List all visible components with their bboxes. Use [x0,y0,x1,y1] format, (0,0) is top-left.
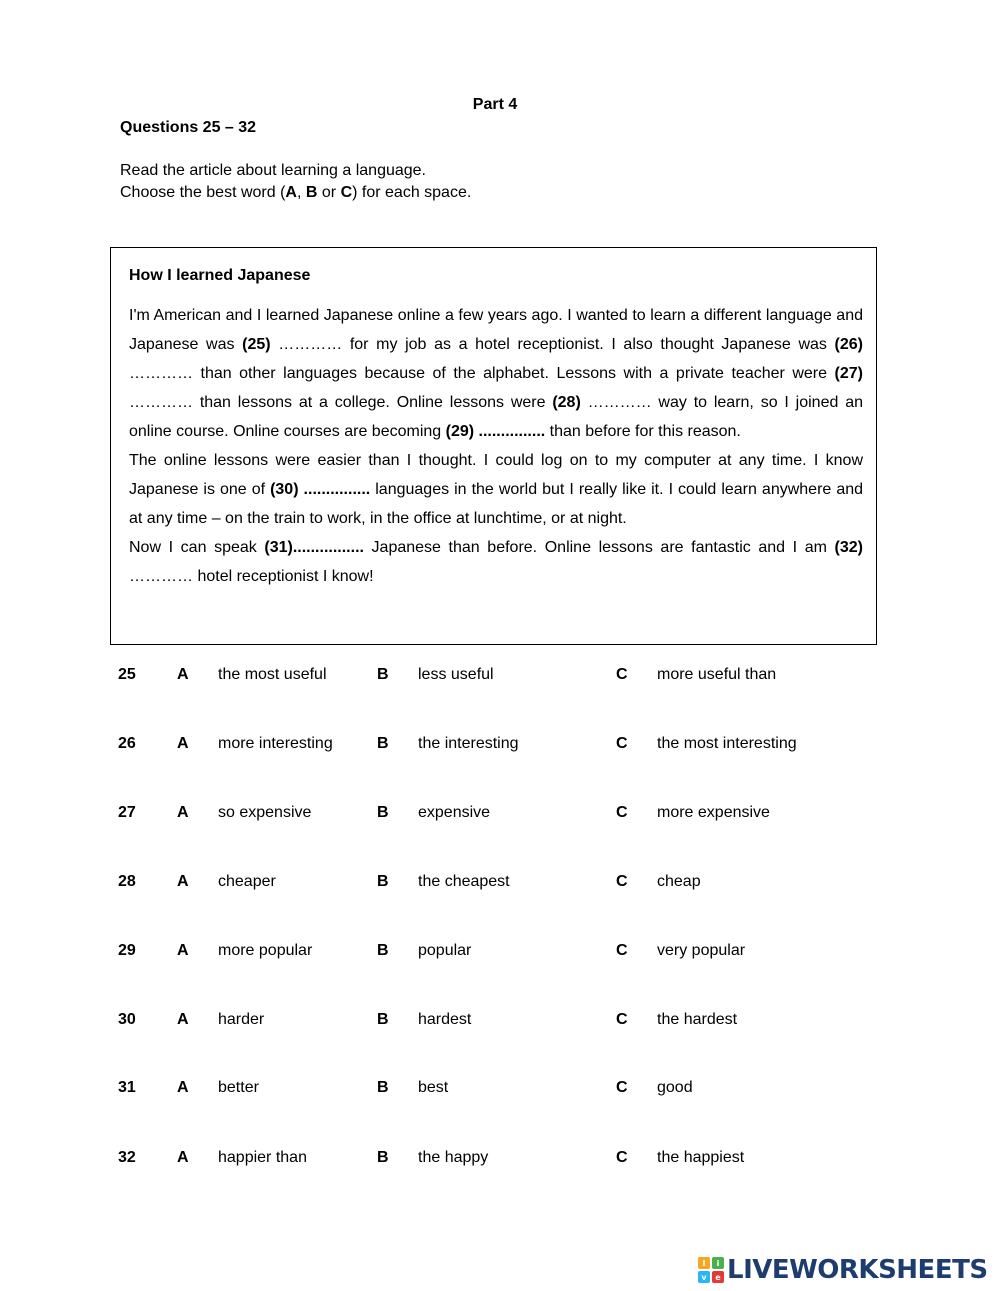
option-letter-b: B [377,1149,389,1166]
option-letter-b: B [377,666,389,683]
blank-marker: (31)................ [264,539,364,556]
option-letter-b: B [377,1011,389,1028]
option-letter-c: C [616,942,628,959]
question-number: 29 [118,942,136,959]
option-b[interactable]: hardest [418,1011,472,1028]
option-c[interactable]: more expensive [657,804,770,821]
question-number: 25 [118,666,136,683]
option-c[interactable]: very popular [657,942,746,959]
blank-marker: (25) [242,336,271,353]
liveworksheets-logo-icon [698,1257,724,1283]
option-letter-a: A [177,942,189,959]
option-b[interactable]: expensive [418,804,491,821]
instruction-read: Read the article about learning a language. [120,162,426,179]
article-text-run: Now I can speak [129,539,265,556]
option-letter-a: A [177,735,189,752]
article-text-run: ………… hotel receptionist I know! [129,568,374,585]
article-paragraph-3 [129,533,863,591]
article-text-run: Japanese than before. Online lessons are fantastic and I am [363,539,835,556]
option-letter-b: B [377,1079,389,1096]
article-text-run: than before for this reason. [545,423,741,440]
option-c[interactable]: the happiest [657,1149,745,1166]
liveworksheets-logo-text: LIVEWORKSHEETS [727,1255,988,1285]
option-letter-b: B [377,942,389,959]
option-a[interactable]: so expensive [218,804,312,821]
svg-text:i: i [716,1259,720,1268]
option-c[interactable]: the hardest [657,1011,738,1028]
blank-marker: (27) [834,365,863,382]
question-number: 28 [118,873,136,890]
question-number: 32 [118,1149,136,1166]
svg-text:e: e [715,1273,721,1282]
option-b[interactable]: the interesting [418,735,519,752]
blank-marker: (26) [834,336,863,353]
question-row [0,804,1000,828]
instruction-choose: Choose the best word (A, B or C) for each space. [120,184,472,201]
part-title: Part 4 [472,96,518,113]
article-text-run: ………… way to learn, so I joined an online course. Online courses are becoming [129,394,863,440]
blank-marker: (29) ............... [445,423,546,440]
article-box [110,247,877,645]
liveworksheets-logo [698,1255,988,1285]
question-row [0,735,1000,759]
option-letter-b: B [377,804,389,821]
article-text-run: I'm American and I learned Japanese online a few years ago. I wanted to learn a different language and Japanese was [129,307,863,353]
article-text [129,301,863,591]
blank-marker: (28) [552,394,581,411]
option-letter-c: C [616,1149,628,1166]
article-text-run: languages in the world but I really like it. I could learn anywhere and at any time – on the train to work, in the office at lunchtime, or at night. [129,481,864,527]
option-a[interactable]: happier than [218,1149,307,1166]
option-a[interactable]: more popular [218,942,313,959]
question-row [0,873,1000,897]
blank-marker: (30) ............... [270,481,371,498]
article-text-run: The online lessons were easier than I thought. I could log on to my computer at any time. I know Japanese is one of [129,452,863,498]
option-letter-a: A [177,1079,189,1096]
option-a[interactable]: the most useful [218,666,327,683]
article-text-run: ………… than lessons at a college. Online lessons were [129,394,553,411]
option-letter-a: A [177,804,189,821]
option-a[interactable]: more interesting [218,735,333,752]
option-letter-a: A [177,1149,189,1166]
option-a[interactable]: better [218,1079,259,1096]
option-c[interactable]: the most interesting [657,735,797,752]
question-row [0,666,1000,690]
option-letter-c: C [616,1079,628,1096]
question-number: 27 [118,804,136,821]
question-number: 26 [118,735,136,752]
article-text-run: ………… for my job as a hotel receptionist. I also thought Japanese was [270,336,835,353]
question-row [0,1149,1000,1173]
svg-text:l: l [702,1259,706,1268]
article-paragraph-1 [129,301,863,446]
option-a[interactable]: harder [218,1011,265,1028]
option-b[interactable]: best [418,1079,449,1096]
svg-text:v: v [701,1273,707,1282]
option-c[interactable]: cheap [657,873,701,890]
question-row [0,1079,1000,1103]
article-title: How I learned Japanese [129,267,311,284]
option-a[interactable]: cheaper [218,873,276,890]
option-letter-a: A [177,1011,189,1028]
blank-marker: (32) [834,539,863,556]
option-c[interactable]: good [657,1079,693,1096]
question-number: 31 [118,1079,136,1096]
option-letter-c: C [616,873,628,890]
option-b[interactable]: popular [418,942,472,959]
option-letter-b: B [377,873,389,890]
article-text-run: ………… than other languages because of the alphabet. Lessons with a private teacher were [129,365,835,382]
option-b[interactable]: the cheapest [418,873,510,890]
option-c[interactable]: more useful than [657,666,777,683]
option-letter-a: A [177,666,189,683]
article-paragraph-2 [129,446,863,533]
question-number: 30 [118,1011,136,1028]
question-row [0,942,1000,966]
option-letter-c: C [616,666,628,683]
question-row [0,1011,1000,1035]
option-b[interactable]: less useful [418,666,494,683]
option-letter-a: A [177,873,189,890]
option-b[interactable]: the happy [418,1149,489,1166]
questions-range: Questions 25 – 32 [120,119,257,136]
option-letter-c: C [616,1011,628,1028]
option-letter-b: B [377,735,389,752]
option-letter-c: C [616,804,628,821]
option-letter-c: C [616,735,628,752]
